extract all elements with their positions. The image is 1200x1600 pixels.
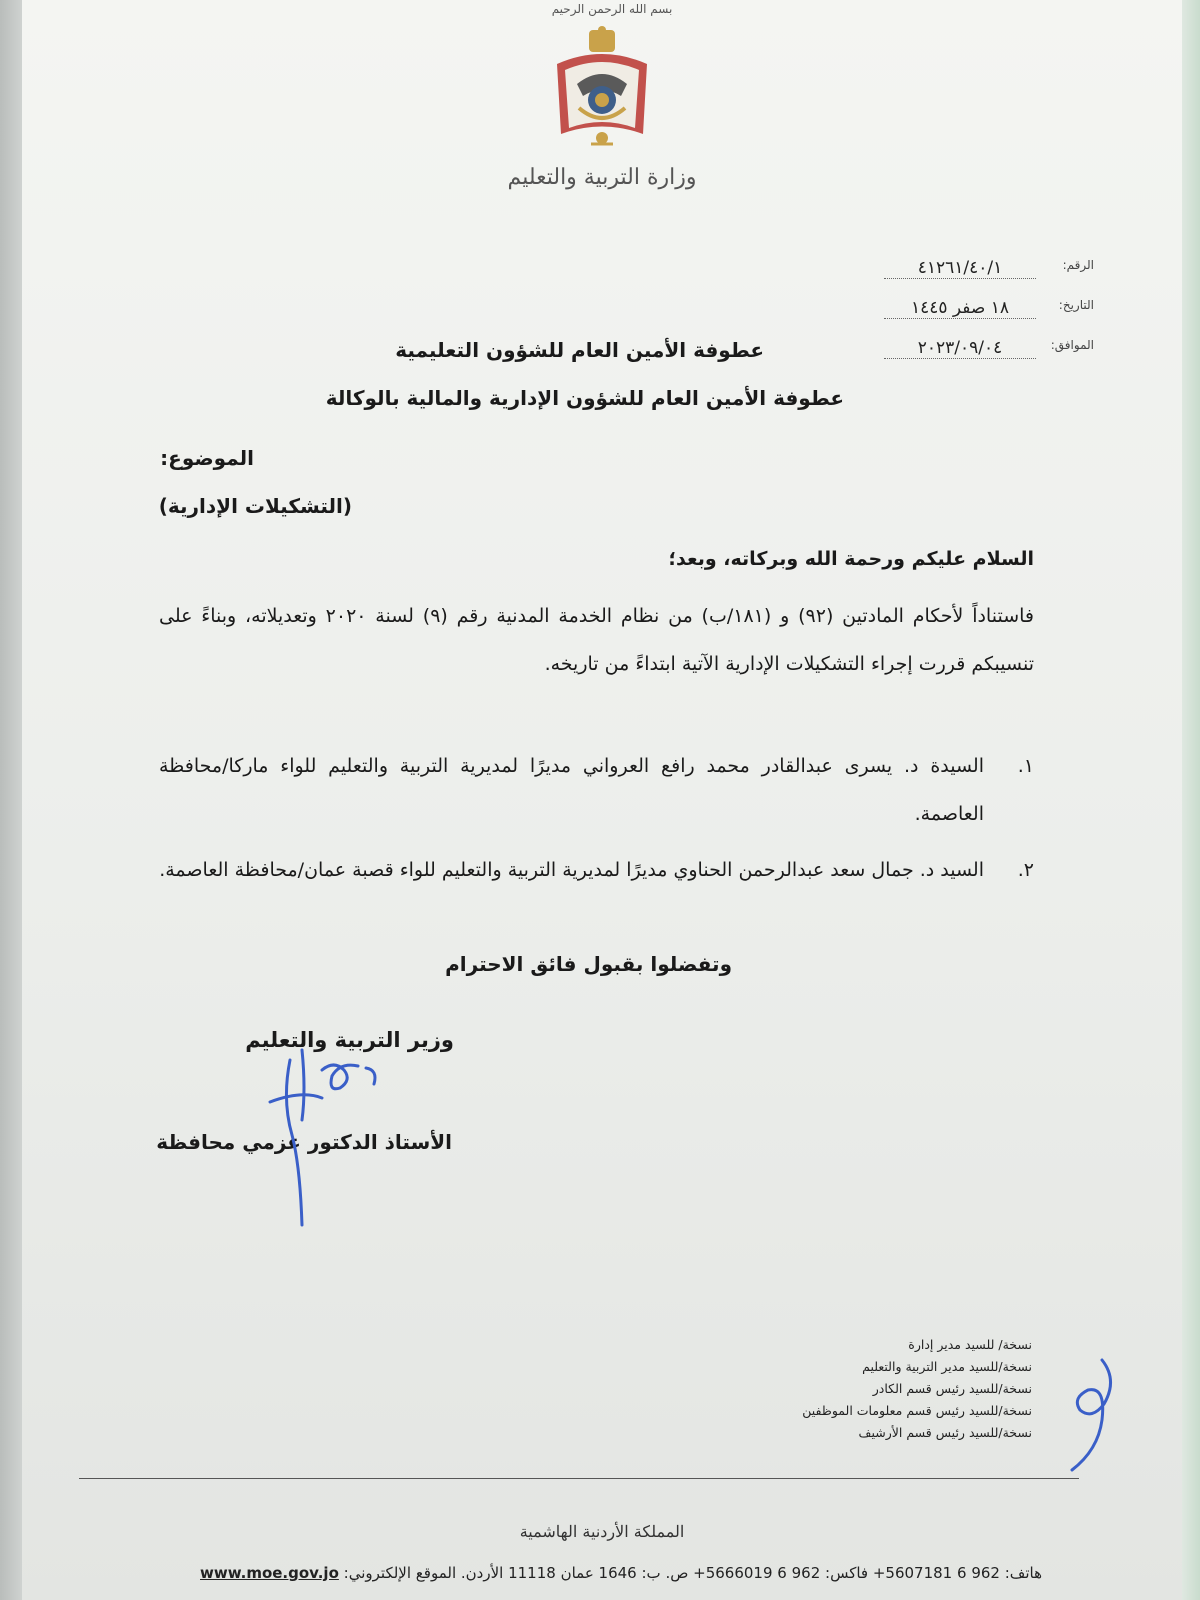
jordan-coat-of-arms-icon — [547, 24, 657, 154]
footer-divider — [79, 1478, 1079, 1479]
letter-body: فاستناداً لأحكام المادتين (٩٢) و (١٨١/ب) من نظام الخدمة المدنية رقم (٩) لسنة ٢٠٢٠ وتعديلاته، وبناءً على تنسيبكم قررت إجراء التشكيلات الإدارية الآتية ابتداءً من تاريخه. — [159, 605, 1034, 675]
greeting: السلام عليكم ورحمة الله وبركاته، وبعد؛ — [668, 548, 1034, 570]
reference-number-value: ٤١٢٦١/٤٠/١ — [884, 258, 1036, 279]
signature-icon — [262, 1040, 392, 1230]
list-item-text: السيد د. جمال سعد عبدالرحمن الحناوي مديرًا لمديرية التربية والتعليم للواء قصبة عمان/محافظة العاصمة. — [159, 859, 984, 881]
copy-line: نسخة/للسيد رئيس قسم الكادر — [872, 1381, 1032, 1396]
signatory-title: وزير التربية والتعليم — [245, 1028, 454, 1052]
gregorian-date-label: الموافق: — [1050, 338, 1094, 352]
bismillah-text: بسم الله الرحمن الرحيم — [551, 2, 673, 16]
addressee-2: عطوفة الأمين العام للشؤون الإدارية والمالية بالوكالة — [325, 386, 844, 410]
copies-list — [802, 1334, 1032, 1444]
reference-number-row — [834, 258, 1094, 298]
copy-line: نسخة/للسيد رئيس قسم الأرشيف — [858, 1425, 1032, 1440]
closing-line: وتفضلوا بقبول فائق الاحترام — [445, 952, 732, 976]
hijri-date-row — [834, 298, 1094, 338]
copy-line: نسخة/للسيد رئيس قسم معلومات الموظفين — [802, 1403, 1032, 1418]
footer-contact-text: هاتف: 962 6 5607181+ فاكس: 962 6 5666019+ ص. ب: 1646 عمان 11118 الأردن. الموقع الإلكتروني: — [343, 1564, 1042, 1582]
addressee-1: عطوفة الأمين العام للشؤون التعليمية — [395, 338, 764, 362]
hijri-date-value: ١٨ صفر ١٤٤٥ — [884, 298, 1036, 319]
decision-list — [159, 742, 1034, 902]
ministry-name: وزارة التربية والتعليم — [507, 165, 697, 190]
copy-line: نسخة/ للسيد مدير إدارة — [908, 1337, 1032, 1352]
list-item — [159, 846, 1034, 894]
gregorian-date-value: ٢٠٢٣/٠٩/٠٤ — [884, 338, 1036, 359]
subject-value: (التشكيلات الإدارية) — [158, 494, 352, 518]
reference-number-label: الرقم: — [1062, 258, 1094, 272]
initials-icon — [1062, 1350, 1122, 1480]
copy-line: نسخة/للسيد مدير التربية والتعليم — [862, 1359, 1032, 1374]
footer-kingdom: المملكة الأردنية الهاشمية — [519, 1522, 685, 1541]
list-item-number: ١. — [1017, 755, 1034, 777]
hijri-date-label: التاريخ: — [1058, 298, 1094, 312]
list-item-number: ٢. — [1017, 859, 1034, 881]
subject-label: الموضوع: — [160, 446, 254, 470]
signatory-name: الأستاذ الدكتور عزمي محافظة — [156, 1130, 452, 1154]
list-item — [159, 742, 1034, 838]
footer-contact — [200, 1564, 1042, 1582]
list-item-text: السيدة د. يسرى عبدالقادر محمد رافع العرواني مديرًا لمديرية التربية والتعليم للواء ماركا/محافظة العاصمة. — [159, 755, 984, 825]
letter-page — [22, 0, 1182, 1600]
website-link[interactable]: www.moe.gov.jo — [200, 1564, 339, 1582]
